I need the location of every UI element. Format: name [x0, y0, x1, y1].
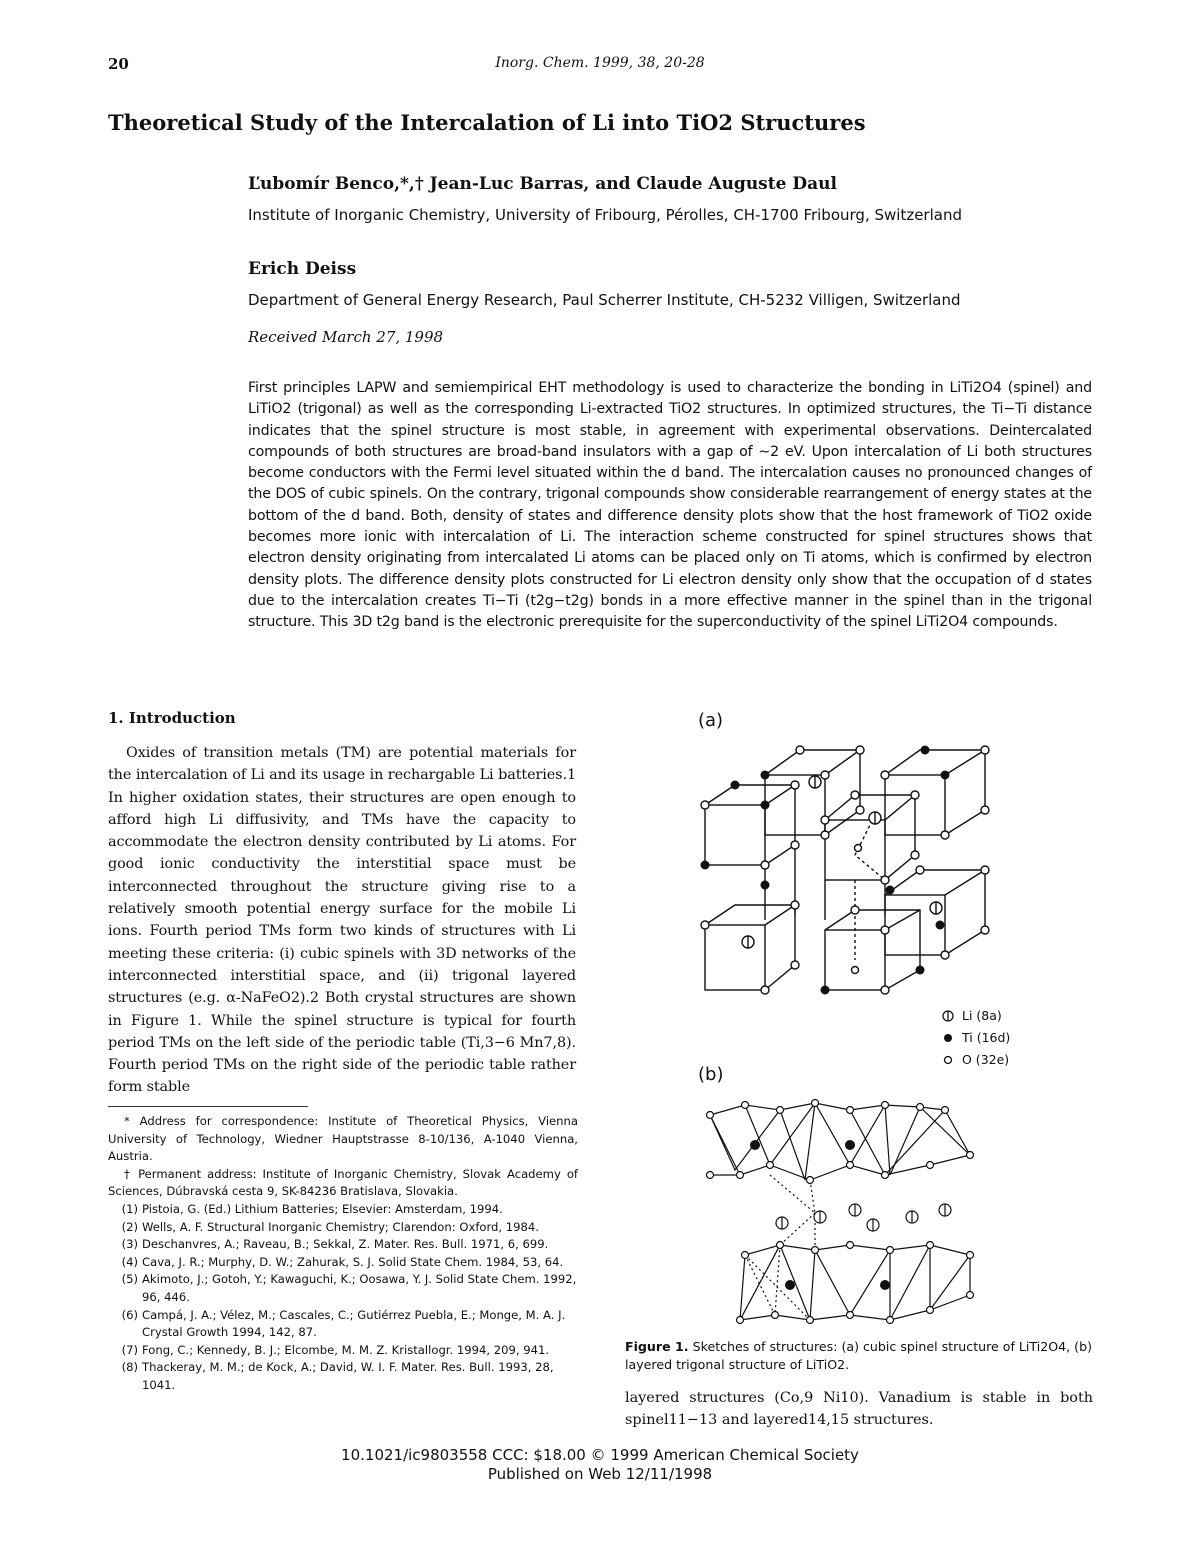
reference-number: (1) [121, 1201, 138, 1216]
reference-number: (6) [121, 1307, 138, 1322]
reference-text: Cava, J. R.; Murphy, D. W.; Zahurak, S. J. Solid State Chem. 1984, 53, 64. [142, 1254, 564, 1269]
cube [825, 910, 920, 990]
reference-item [108, 1307, 578, 1342]
figure-legend [942, 1005, 1010, 1071]
li-atoms [742, 776, 942, 948]
abstract: First principles LAPW and semiempirical EHT methodology is used to characterize the bonding in LiTi2O4 (spinel) and LiTiO2 (trigonal) as well as the corresponding Li-extracted TiO2 structures. In optimized structures, the Ti−Ti distance indicates that the spinel structure is most stable, in agreement with experimental observations. Deintercalated compounds of both structures are broad-band insulators with a gap of ∼2 eV. Upon intercalation of Li both structures become conductors with the Fermi level situated within the d band. The intercalation causes no pronounced changes of the DOS of cubic spinels. On the contrary, trigonal compounds show considerable rearrangement of energy states at the bottom of the d band. Both, density of states and difference density plots show that the host framework of TiO2 oxide becomes more ionic with intercalation of Li. The interaction scheme constructed for spinel structures shows that electron density originating from intercalated Li atoms can be placed only on Ti atoms, which is confirmed by electron density plots. The difference density plots constructed for Li electron density only show that the occupation of d states due to the intercalation creates Ti−Ti (t2g−t2g) bonds in a more effective manner in the spinel than in the trigonal structure. This 3D t2g band is the electronic prerequisite for the superconductivity of the spinel LiTi2O4 compounds. [248, 380, 1092, 631]
figure-caption [625, 1338, 1095, 1374]
footnotes [108, 1113, 578, 1395]
reference-item [108, 1254, 578, 1272]
reference-item [108, 1271, 578, 1306]
footnote-correspondence: * Address for correspondence: Institute of Theoretical Physics, Vienna University of Technology, Wiedner Hauptstrasse 8-10/136, A-1040 Vienna, Austria. [108, 1114, 578, 1164]
affiliation-1: Institute of Inorganic Chemistry, University of Fribourg, Pérolles, CH-1700 Fribourg, Switzerland [248, 206, 962, 224]
caption-text: Sketches of structures: (a) cubic spinel structure of LiTi2O4, (b) layered trigonal structure of LiTiO2. [625, 1339, 1092, 1372]
li-symbol-icon [942, 1010, 954, 1022]
reference-item [108, 1201, 578, 1219]
figure-label-b: (b) [698, 1064, 724, 1085]
received-date: Received March 27, 1998 [248, 328, 444, 346]
affiliation-2: Department of General Energy Research, Paul Scherrer Institute, CH-5232 Villigen, Switzerland [248, 291, 961, 309]
legend-label: Li (8a) [962, 1008, 1002, 1023]
figure-label-a: (a) [698, 710, 724, 731]
intro-continuation: layered structures (Co,9 Ni10). Vanadium is stable in both spinel11−13 and layered14,15 structures. [625, 1390, 1093, 1429]
reference-number: (8) [121, 1360, 138, 1375]
reference-text: Thackeray, M. M.; de Kock, A.; David, W. I. F. Mater. Res. Bull. 1993, 28, 1041. [142, 1360, 554, 1392]
published-date: Published on Web 12/11/1998 [487, 1465, 713, 1483]
reference-text: Pistoia, G. (Ed.) Lithium Batteries; Elsevier: Amsterdam, 1994. [142, 1201, 503, 1216]
cube [825, 795, 915, 880]
trigonal-structure-diagram [700, 1095, 980, 1330]
reference-item [108, 1236, 578, 1254]
caption-label: Figure 1. [625, 1339, 689, 1354]
legend-label: Ti (16d) [962, 1030, 1011, 1045]
cube [705, 785, 795, 865]
reference-number: (2) [121, 1219, 138, 1234]
reference-number: (5) [121, 1272, 138, 1287]
reference-number: (3) [121, 1237, 138, 1252]
cube [885, 750, 985, 835]
paper-title: Theoretical Study of the Intercalation of Li into TiO2 Structures [108, 110, 866, 135]
reference-number: (7) [121, 1342, 138, 1357]
o-symbol-icon [942, 1054, 954, 1066]
author-list-1: Ľubomír Benco,*,† Jean-Luc Barras, and Claude Auguste Daul [248, 174, 837, 194]
reference-text: Wells, A. F. Structural Inorganic Chemistry; Clarendon: Oxford, 1984. [142, 1219, 539, 1234]
running-head: Inorg. Chem. 1999, 38, 20-28 [495, 55, 705, 71]
o-atoms [707, 1100, 974, 1324]
reference-item [108, 1342, 578, 1360]
page-number: 20 [108, 55, 129, 73]
interlayer-bonds [770, 1175, 815, 1250]
publication-info [0, 1446, 1200, 1484]
lower-octahedral-layer [740, 1245, 970, 1320]
legend-ti [942, 1027, 1010, 1049]
intro-paragraph: Oxides of transition metals (TM) are potential materials for the intercalation of Li and its usage in rechargable Li batteries.1 In higher oxidation states, their structures are open enough to afford high Li diffusivity, and TMs have the capacity to accommodate the electron density contributed by Li atoms. For good ionic conductivity the interstitial space must be interconnected throughout the structure giving rise to a relatively smooth potential energy surface for the mobile Li ions. Fourth period TMs form two kinds of structures with Li meeting these criteria: (i) cubic spinels with 3D networks of the interconnected interstitial space, and (ii) trigonal layered structures (e.g. α-NaFeO2).2 Both crystal structures are shown in Figure 1. While the spinel structure is typical for fourth period TMs on the left side of the periodic table (Ti,3−6 Mn7,8). Fourth period TMs on the right side of the periodic table rather form stable [108, 745, 576, 1096]
doi-copyright: 10.1021/ic9803558 CCC: $18.00 © 1999 American Chemical Society [341, 1446, 859, 1464]
ti-symbol-icon [942, 1032, 954, 1044]
cube [765, 750, 860, 835]
footnote-permanent-address: † Permanent address: Institute of Inorganic Chemistry, Slovak Academy of Sciences, Dúbravská cesta 9, SK-84236 Bratislava, Slovakia. [108, 1166, 578, 1199]
reference-number: (4) [121, 1254, 138, 1269]
legend-li [942, 1005, 1010, 1027]
footnote-rule [108, 1106, 308, 1107]
legend-o [942, 1049, 1010, 1071]
li-atoms [776, 1204, 951, 1231]
reference-text: Akimoto, J.; Gotoh, Y.; Kawaguchi, K.; Oosawa, Y. J. Solid State Chem. 1992, 96, 446. [142, 1272, 577, 1304]
section-heading: 1. Introduction [108, 709, 236, 727]
reference-text: Deschanvres, A.; Raveau, B.; Sekkal, Z. Mater. Res. Bull. 1971, 6, 699. [142, 1237, 549, 1252]
legend-label: O (32e) [962, 1052, 1010, 1067]
spinel-structure-diagram [690, 730, 1020, 1002]
reference-text: Campá, J. A.; Vélez, M.; Cascales, C.; Gutiérrez Puebla, E.; Monge, M. A. J. Crystal Growth 1994, 142, 87. [142, 1307, 566, 1340]
reference-item [108, 1359, 578, 1394]
reference-item [108, 1219, 578, 1237]
reference-text: Fong, C.; Kennedy, B. J.; Elcombe, M. M. Z. Kristallogr. 1994, 209, 941. [142, 1342, 550, 1357]
reference-list [108, 1201, 578, 1395]
author-list-2: Erich Deiss [248, 259, 357, 279]
